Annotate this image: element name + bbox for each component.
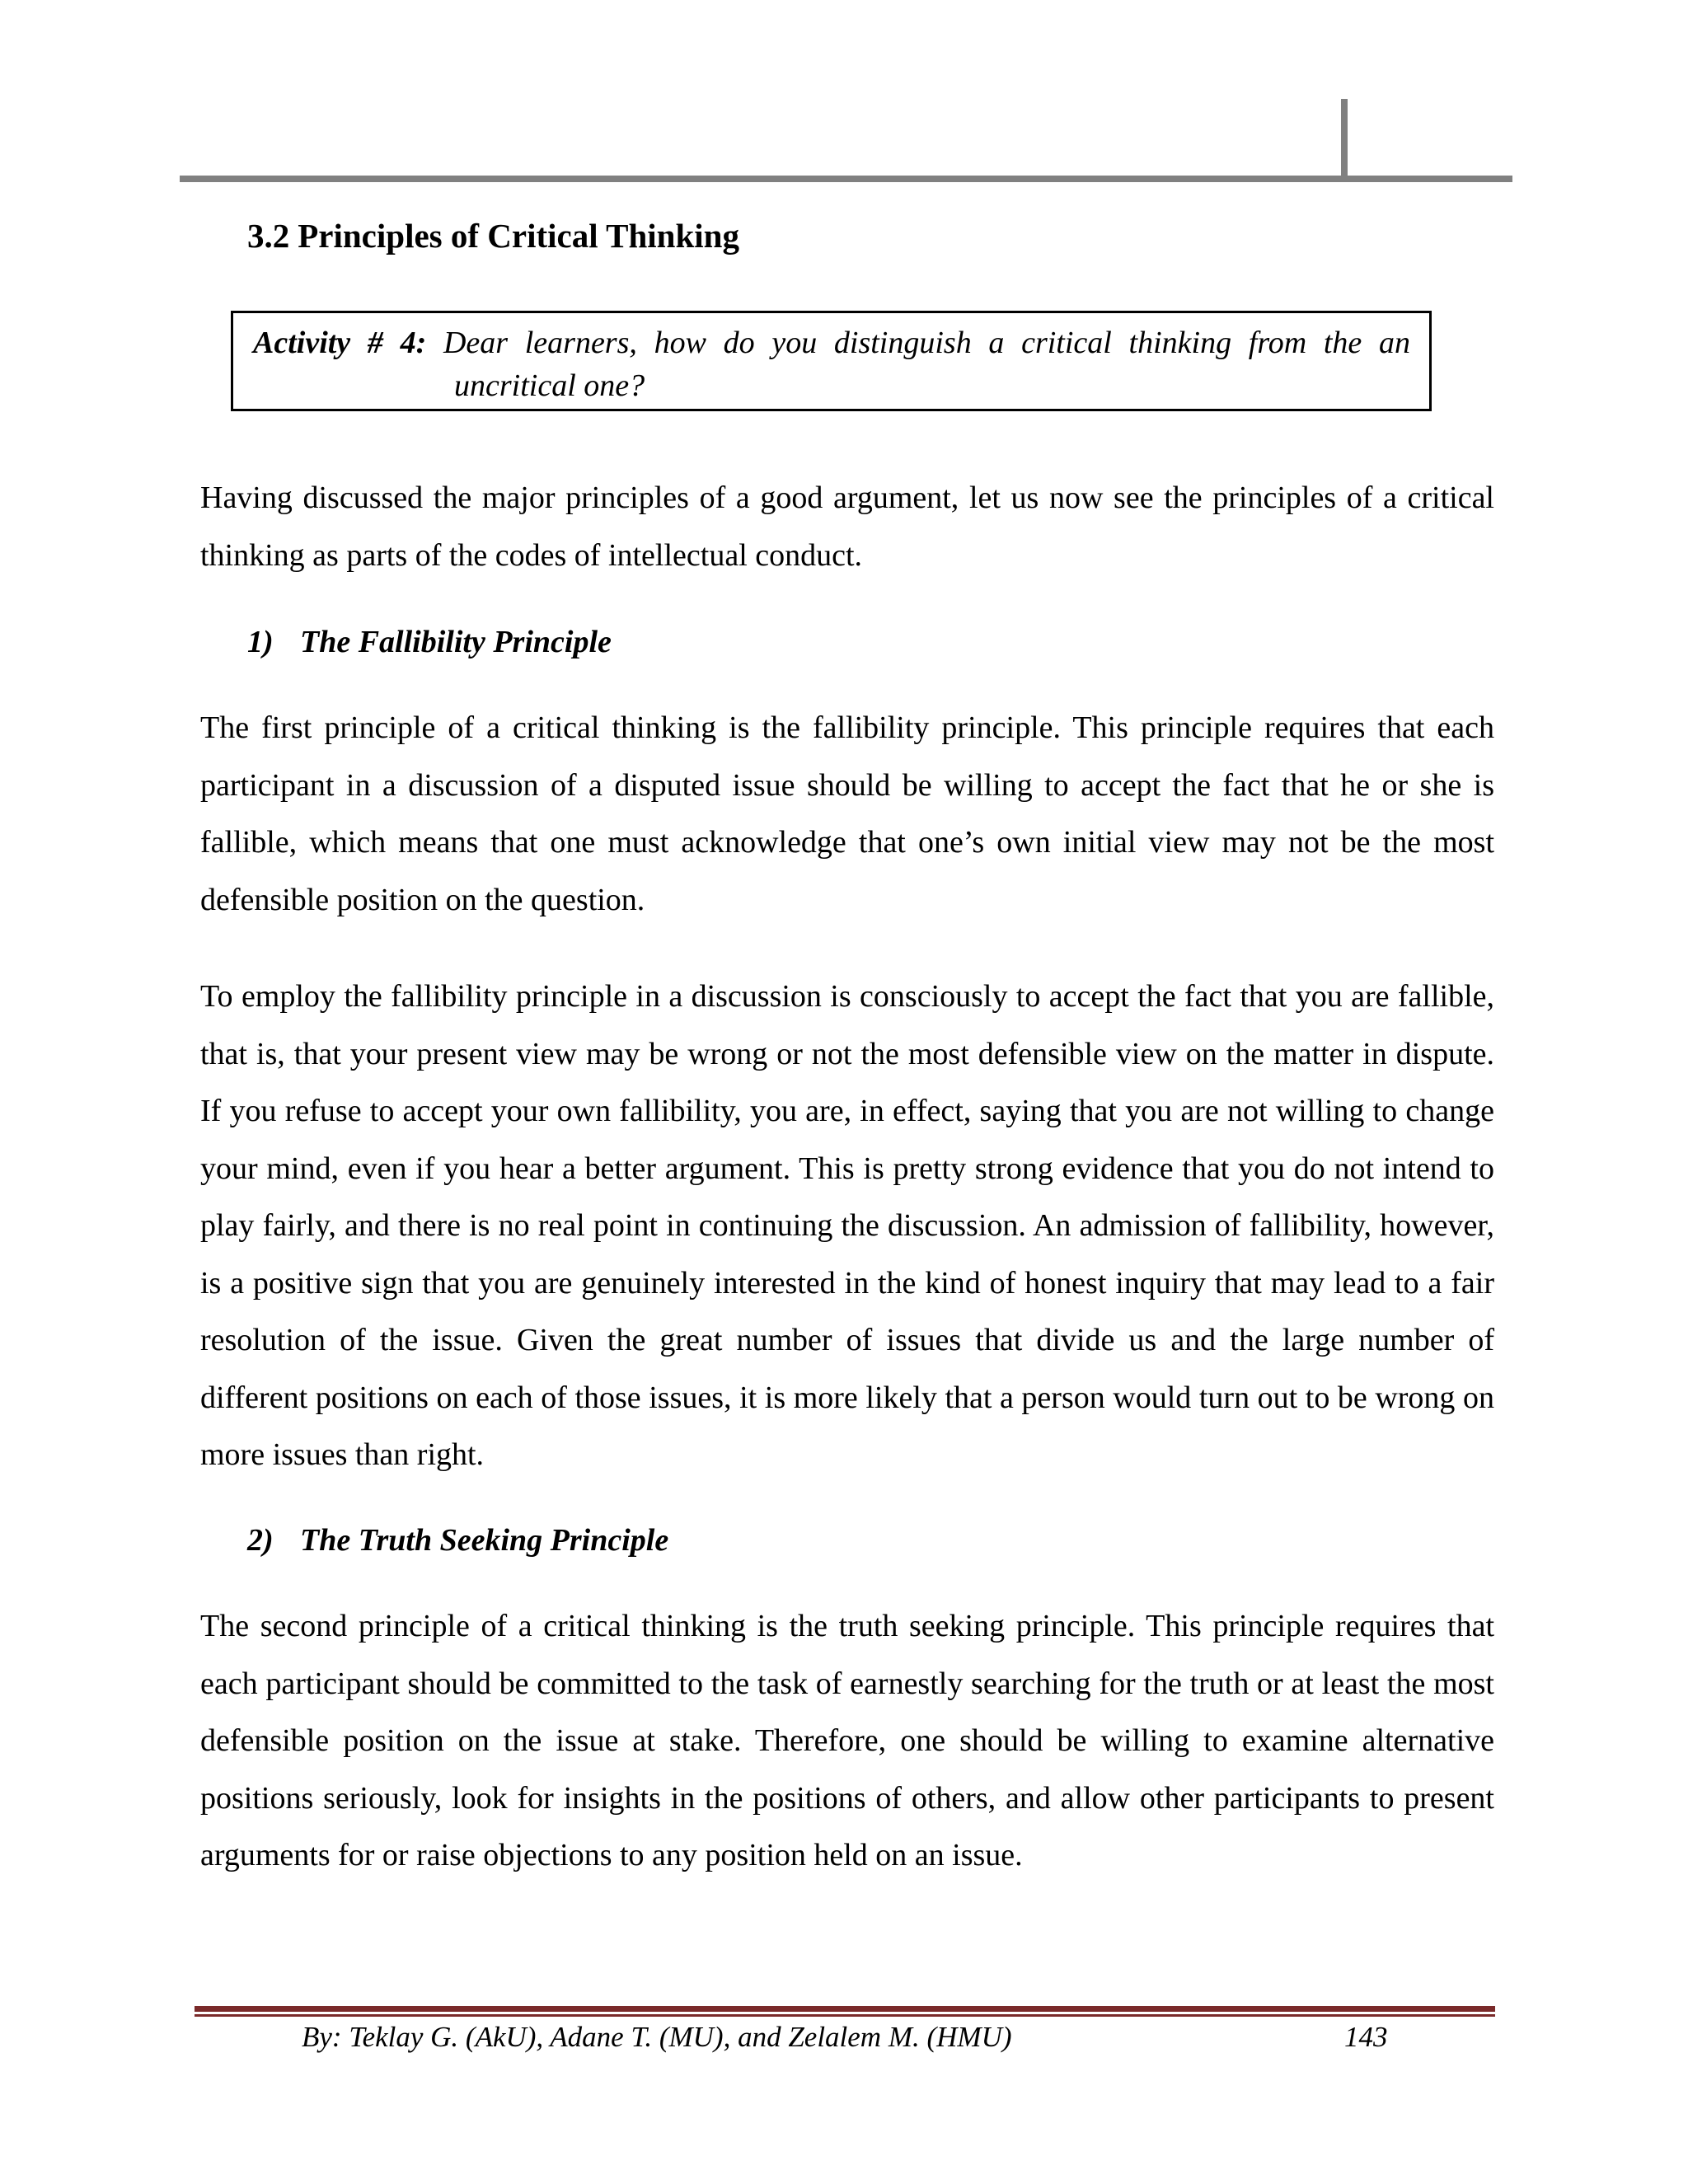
activity-text-line-1: Dear learners, how do you distinguish a critical thinking from the an	[443, 326, 1410, 360]
principle-2-title: The Truth Seeking Principle	[300, 1523, 669, 1558]
principle-2-number: 2)	[247, 1523, 274, 1558]
principle-1-number: 1)	[247, 625, 274, 659]
activity-box	[231, 311, 1432, 411]
activity-text-line-2: uncritical one?	[454, 368, 645, 403]
principle-2-heading	[247, 1522, 668, 1558]
principle-1-paragraph-1: The first principle of a critical thinking is the fallibility principle. This principle requires that each participant in a discussion of a disputed issue should be willing to accept the fact that he or she is fallible, which means that one must acknowledge that one’s own initial view may not be the most defensible position on the question.	[200, 710, 1494, 917]
section-number: 3.2	[247, 217, 290, 255]
intro-paragraph: Having discussed the major principles of a good argument, let us now see the principles of a critical thinking as parts of the codes of intellectual conduct.	[200, 480, 1494, 573]
principle-1-heading	[247, 624, 612, 660]
footer-rule-thick	[195, 2006, 1495, 2012]
footer-credit: By: Teklay G. (AkU), Adane T. (MU), and Zelalem M. (HMU)	[302, 2021, 1012, 2053]
header-tick	[1341, 99, 1348, 181]
section-title	[247, 216, 739, 255]
activity-line-1	[253, 321, 1410, 365]
activity-label: Activity # 4:	[253, 326, 427, 360]
principle-1-paragraph-2: To employ the fallibility principle in a discussion is consciously to accept the fact that you are fallible, that is, that your present view may be wrong or not the most defensible view on the matter in dispute. If you refuse to accept your own fallibility, you are, in effect, saying that you are not willing to change your mind, even if you hear a better argument. This is pretty strong evidence that you do not intend to play fairly, and there is no real point in continuing the discussion. An admission of fallibility, however, is a positive sign that you are genuinely interested in the kind of honest inquiry that may lead to a fair resolution of the issue. Given the great number of issues that divide us and the large number of different positions on each of those issues, it is more likely that a person would turn out to be wrong on more issues than right.	[200, 979, 1494, 1472]
header-rule	[180, 176, 1512, 182]
principle-1-title: The Fallibility Principle	[300, 625, 612, 659]
section-title-text: Principles of Critical Thinking	[298, 217, 739, 255]
page-number: 143	[1344, 2021, 1388, 2053]
footer-rule-thin	[195, 2014, 1495, 2017]
principle-2-paragraph-1: The second principle of a critical thinking is the truth seeking principle. This principle requires that each participant should be committed to the task of earnestly searching for the truth or at least the most defensible position on the issue at stake. Therefore, one should be willing to examine alternative positions seriously, look for insights in the positions of others, and allow other participants to present arguments for or raise objections to any position held on an issue.	[200, 1609, 1494, 1872]
